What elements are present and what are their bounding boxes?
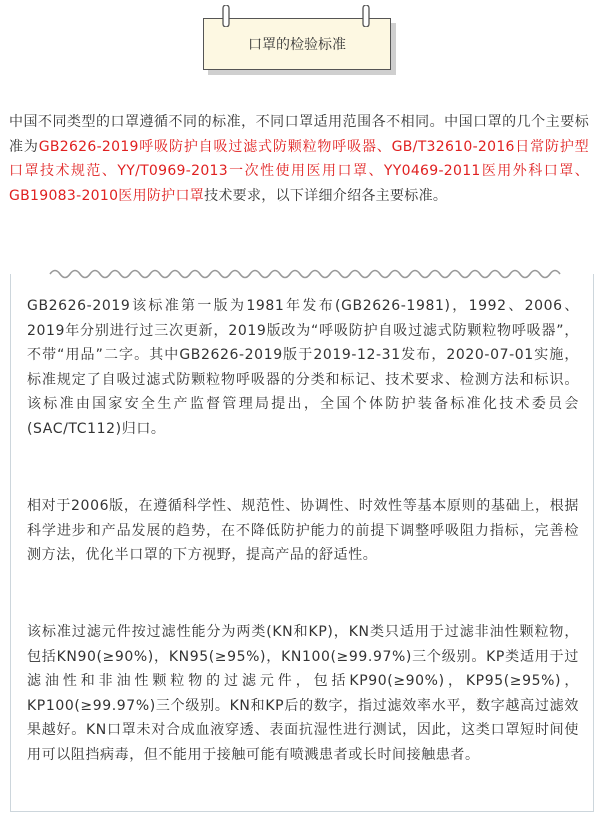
detail-paragraph-2: 相对于2006版，在遵循科学性、规范性、协调性、时效性等基本原则的基础上，根据科学进步和产品发展的趋势，在不降低防护能力的前提下调整呼吸阻力指标，完善检测方法，优化半口罩的下方视野，提高产品的舒适性。 bbox=[27, 498, 579, 563]
detail-box bbox=[10, 274, 594, 812]
intro-paragraph bbox=[9, 110, 589, 208]
title-card bbox=[203, 18, 391, 70]
pin-icon bbox=[222, 5, 230, 27]
standards-list: GB2626-2019呼吸防护自吸过滤式防颗粒物呼吸器、GB/T32610-2016日常防护型口罩技术规范、YY/T0969-2013一次性使用医用口罩、YY0469-2011医用外科口罩、GB19083-2010医用防护口罩 bbox=[9, 138, 589, 204]
detail-paragraph-1: GB2626-2019该标准第一版为1981年发布(GB2626-1981)，1992、2006、2019年分别进行过三次更新，2019版改为“呼吸防护自吸过滤式防颗粒物呼吸器”，不带“用品”二字。其中GB2626-2019版于2019-12-31发布，2020-07-01实施，标准规定了自吸过滤式防颗粒物呼吸器的分类和标记、技术要求、检测方法和标识。该标准由国家安全生产监督管理局提出，全国个体防护装备标准化技术委员会(SAC/TC112)归口。 bbox=[27, 298, 579, 437]
intro-text: 中国不同类型的口罩遵循不同的标准，不同口罩适用范围各不相同。中国口罩的几个主要标准为 bbox=[9, 114, 589, 155]
pin-icon bbox=[362, 5, 370, 27]
page-title: 口罩的检验标准 bbox=[248, 37, 346, 53]
detail-paragraph-3: 该标准过滤元件按过滤性能分为两类(KN和KP)，KN类只适用于过滤非油性颗粒物，包括KN90(≥90%)，KN95(≥95%)，KN100(≥99.97%)三个级别。KP类适用于过滤油性和非油性颗粒物的过滤元件，包括KP90(≥90%)，KP95(≥95%)，KP100(≥99.97%)三个级别。KN和KP后的数字，指过滤效率水平，数字越高过滤效果越好。KN口罩未对合成血液穿透、表面抗湿性进行测试，因此，这类口罩短时间使用可以阻挡病毒，但不能用于接触可能有喷溅患者或长时间接触患者。 bbox=[27, 624, 579, 763]
intro-text-end: 技术要求，以下详细介绍各主要标准。 bbox=[204, 187, 448, 204]
